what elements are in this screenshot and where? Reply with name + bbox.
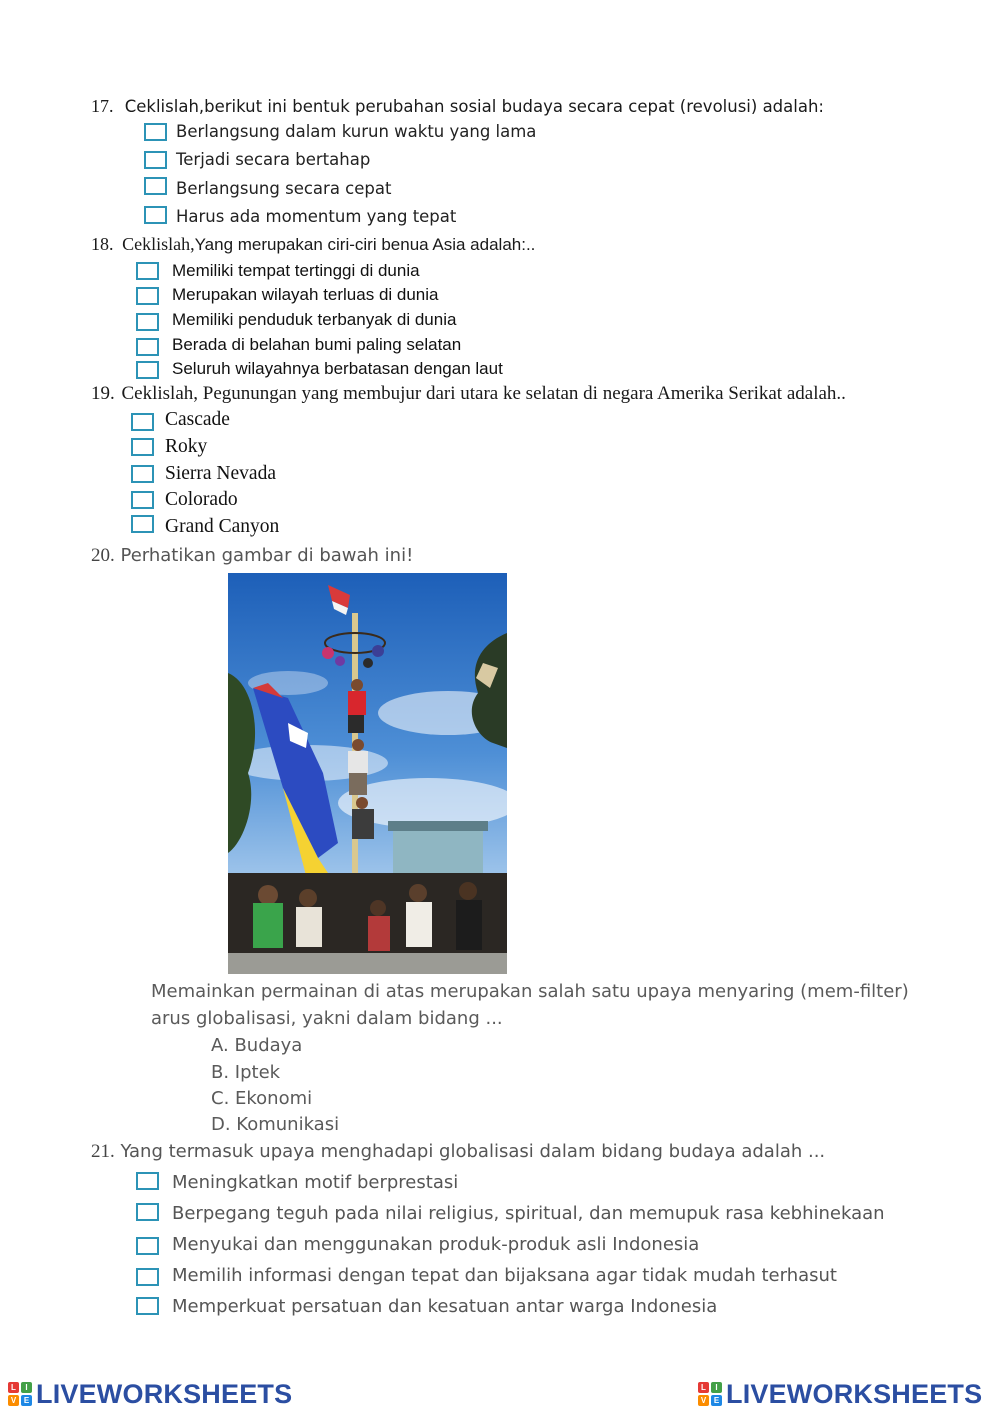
option-label: Memilih informasi dengan tepat dan bijaksana agar tidak mudah terhasut — [172, 1265, 837, 1286]
logo-text: LIVEWORKSHEETS — [36, 1378, 293, 1409]
option-label: Harus ada momentum yang tepat — [176, 207, 457, 226]
liveworksheets-logo-right[interactable] — [698, 1378, 982, 1410]
question-17 — [91, 96, 824, 117]
option-label: Grand Canyon — [165, 516, 280, 537]
option-label: Memiliki tempat tertinggi di dunia — [172, 261, 420, 280]
choice-c: C. Ekonomi — [211, 1088, 313, 1109]
option-label: Berlangsung dalam kurun waktu yang lama — [176, 122, 537, 141]
checkbox[interactable] — [136, 361, 159, 379]
choice-d: D. Komunikasi — [211, 1114, 340, 1135]
panjat-pinang-photo — [228, 573, 507, 974]
checkbox[interactable] — [144, 123, 167, 141]
option-label: Menyukai dan menggunakan produk-produk asli Indonesia — [172, 1234, 700, 1255]
question-19 — [91, 383, 846, 405]
logo-text: LIVEWORKSHEETS — [726, 1378, 983, 1409]
question-text: Ceklislah,berikut ini bentuk perubahan sosial budaya secara cepat (revolusi) adalah: — [124, 97, 824, 116]
option-label: Meningkatkan motif berprestasi — [172, 1172, 459, 1193]
choice-a: A. Budaya — [211, 1035, 303, 1056]
checkbox[interactable] — [136, 1172, 159, 1190]
checkbox[interactable] — [136, 1203, 159, 1221]
checkbox[interactable] — [136, 262, 159, 280]
question-prefix: Ceklislah, — [122, 234, 195, 254]
option-label: Terjadi secara bertahap — [176, 150, 371, 169]
option-label: Memperkuat persatuan dan kesatuan antar warga Indonesia — [172, 1296, 718, 1317]
logo-mark-icon: L I V E — [8, 1382, 32, 1406]
checkbox[interactable] — [131, 465, 154, 483]
option-label: Berpegang teguh pada nilai religius, spiritual, dan memupuk rasa kebhinekaan — [172, 1203, 885, 1224]
option-label: Berada di belahan bumi paling selatan — [172, 335, 462, 354]
question-21 — [91, 1141, 825, 1163]
checkbox[interactable] — [131, 515, 154, 533]
checkbox[interactable] — [144, 206, 167, 224]
question-number: 20. — [91, 545, 115, 566]
checkbox[interactable] — [136, 338, 159, 356]
option-label: Berlangsung secara cepat — [176, 179, 392, 198]
question-body-line-1: Memainkan permainan di atas merupakan salah satu upaya menyaring (mem-filter) — [151, 981, 909, 1002]
checkbox[interactable] — [144, 151, 167, 169]
option-label: Cascade — [165, 409, 230, 430]
question-number: 19. — [91, 383, 115, 404]
question-text: Yang termasuk upaya menghadapi globalisasi dalam bidang budaya adalah ... — [120, 1141, 826, 1162]
checkbox[interactable] — [144, 177, 167, 195]
option-label: Merupakan wilayah terluas di dunia — [172, 285, 439, 304]
question-20 — [91, 545, 413, 567]
option-label: Memiliki penduduk terbanyak di dunia — [172, 310, 457, 329]
logo-mark-icon: L I V E — [698, 1382, 722, 1406]
question-text: Yang merupakan ciri-ciri benua Asia adalah:.. — [194, 235, 536, 254]
question-text: Ceklislah, Pegunungan yang membujur dari utara ke selatan di negara Amerika Serikat adalah.. — [121, 383, 846, 404]
checkbox[interactable] — [136, 1237, 159, 1255]
question-body-line-2: arus globalisasi, yakni dalam bidang ... — [151, 1008, 503, 1029]
question-text: Perhatikan gambar di bawah ini! — [120, 545, 414, 566]
checkbox[interactable] — [131, 438, 154, 456]
checkbox[interactable] — [136, 1297, 159, 1315]
checkbox[interactable] — [136, 1268, 159, 1286]
liveworksheets-logo-left[interactable] — [8, 1378, 292, 1410]
question-18 — [91, 234, 535, 255]
option-label: Roky — [165, 436, 208, 457]
option-label: Seluruh wilayahnya berbatasan dengan laut — [172, 359, 503, 378]
question-number: 21. — [91, 1141, 115, 1162]
choice-b: B. Iptek — [211, 1062, 281, 1083]
checkbox[interactable] — [136, 313, 159, 331]
option-label: Colorado — [165, 489, 238, 510]
checkbox[interactable] — [131, 491, 154, 509]
question-number: 18. — [91, 234, 114, 254]
option-label: Sierra Nevada — [165, 463, 276, 484]
question-number: 17. — [91, 96, 114, 116]
checkbox[interactable] — [136, 287, 159, 305]
checkbox[interactable] — [131, 413, 154, 431]
